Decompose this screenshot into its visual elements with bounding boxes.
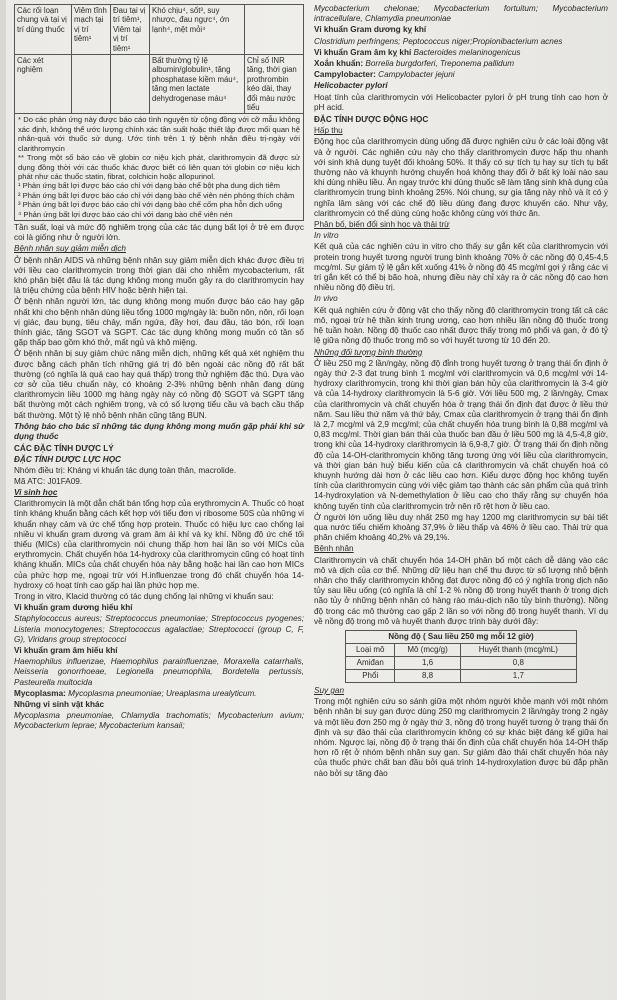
tissue-concentration-table [345,630,577,683]
paragraph: Hoạt tính của clarithromycin với Helicobacter pylori ở pH trung tính cao hơn ở pH acid. [314,92,608,112]
section-heading: Bệnh nhân suy giảm miễn dịch [14,244,126,254]
table-cell: Phổi [346,669,395,682]
organism-line [314,59,608,69]
section-heading: Vi khuẩn gram âm hiếu khí [14,646,118,656]
table-cell: Khó chịu⁴, sốt³, suy nhược, đau ngực⁴, ớn lạnh⁴, mệt mỏi⁴ [150,5,245,55]
table-cell: Các rối loạn chung và tại vị trí dùng thuốc [15,5,72,55]
section-heading: Vi khuẩn gram dương hiếu khí [14,603,133,613]
adverse-effects-table [14,4,304,114]
organism-line [314,48,608,58]
table-title: Nồng độ ( Sau liều 250 mg mỗi 12 giờ) [346,630,577,643]
section-heading: ĐẶC TÍNH DƯỢC LỰC HỌC [14,455,121,465]
paragraph: Trong một nghiên cứu so sánh giữa một nhóm người khỏe mạnh với một nhóm bệnh nhân bị suy gan được dùng 250 mg clarithromycin 2 lần/ngày trong 2 ngày và một liều đơn 250 mg ở ngày thứ 3, nồng độ trong huyết tương ở trạng thái ổn định và sự đào thải của clarithromycin không có sự khác biệt đáng kể giữa hai nhóm. Ngược lại, nồng độ ở trạng thái ổn định của chất chuyển hóa 14-OH thấp hơn rõ rệt ở nhóm bệnh nhân suy gan. Sự giảm đào thải chất chuyển hóa này của thuốc phức chất ban đầu bởi quá trình 14-hydroxylation được bù đắp phần nào bởi sự tăng đào [314,697,608,778]
table-cell: 1,7 [460,669,576,682]
left-column [14,4,304,733]
footnote: * Do các phản ứng này được báo cáo tình nguyện từ cộng đồng với cỡ mẫu không xác định, không thể ước lượng chính xác tần suất hoặc thiết lập được mối quan hệ nhân-quả với thuốc sử dụng. Ước tính trên 1 tỷ bệnh nhân điều trị-ngày với clarithromycin [18,115,300,153]
paragraph: Tần suất, loại và mức độ nghiêm trọng của các tác dụng bất lợi ở trẻ em được coi là giống như ở người lớn. [14,222,304,243]
table-cell: 0,8 [460,656,576,669]
table-row [346,669,577,682]
table-cell [245,5,304,55]
paragraph: Ở người lớn uống liều duy nhất 250 mg hay 1200 mg clarithromycin sự bài tiết qua nước tiểu chiếm khoảng 37,9% ở liều thấp và 46% ở liều cao. Thải trừ qua phân chiếm khoảng 40,2% và 29,1%. [314,512,608,543]
table-cell: 8,8 [395,669,460,682]
organism-line [314,70,608,80]
paragraph: Clarithromycin là một dẫn chất bán tổng hợp của erythromycin A. Thuốc có hoạt tính kháng khuẩn bằng cách kết hợp với tiểu đơn vị ribosome 50S của những vi khuẩn nhạy cảm và ức chế tổng hợp protein. Thuốc có hiệu lực cao chống lại nhiều vi khuẩn gram dương và gram âm ái khí và kỵ khí. Nồng độ ức chế tối thiểu (MICs) của clarithromycin nói chung thấp hơn hai lần so với MICs của erythromycin. Chất chuyển hóa 14-hydroxy của clarithromycin cũng có hoạt tính kháng khuẩn. MICs của chất chuyển hóa này bằng hoặc hai lần cao hơn MICs của phức hợp mẹ, ngoại trừ với H.influenzae trong đó chất chuyển hóa 14-hydroxy có hoạt tính cao gấp hai lần phức hợp mẹ. [14,499,304,590]
paragraph: Ở bệnh nhân bị suy giảm chức năng miễn dịch, những kết quả xét nghiệm thu được bằng cách phân tích những giá trị đó bên ngoài các nồng độ rất bất thường (có nghĩa là quá cao hay quá thấp) trong thử nghiệm đặc thù. Dựa vào cơ sở của tiêu chuẩn này, có khoảng 2-3% những bệnh nhân đang dùng clarithromycin liều 1000 mg hàng ngày này có nồng độ SGOT và SGPT tăng bất thường một cách nghiêm trọng, và có số lượng tiểu cầu và bạch cầu thấp bất thường. Một tỷ lệ nhỏ bệnh nhân cũng tăng BUN. [14,349,304,420]
label: Mycoplasma: [14,688,66,698]
table-footnotes [14,114,304,220]
paragraph: Ở liều 250 mg 2 lần/ngày, nồng độ đỉnh trong huyết tương ở trạng thái ổn định ở ngày thứ 2-3 đạt trung bình 1 mcg/ml với clarithromycin và 0,6 mcg/ml với 14-hydroxy clarithromycin, trong khi thời gian bán hủy của clarithromycin là 3-4 giờ và của 14-hydroxy clarithromycin là 5-6 giờ. Với liều 500 mg, 2 lần/ngày, Cmax của clarithromycin và chất chuyển hóa ở trạng thái ổn định đạt được ở liều thứ năm. Sau liều thứ năm và thứ bảy, Cmax của clarithromycin ở trạng thái ổn định là 2,7 mcg/ml và 2,9 mcg/ml; của chất chuyển hóa trung bình là 0,88 mcg/ml và 0,83 mcg/ml. Thời gian bán thải của thuốc ban đầu ở liều 500 mg là 4,5-4,8 giờ, trong khi của 14-hydroxy clarithromycin là 6,9-8,7 giờ. Ở trạng thái ổn định nồng độ của 14-OH-clarithromycin không tăng tương ứng với liều của clarithromycin, và thời gian bán huỷ biểu kiến của cả clarithromycin và chất chuyển hoá có khuynh hướng dài hơn ở các liều cao hơn. Kiểu dược động học không tuyến tính của clarithromycin cùng với việc giảm tạo thành các sản phẩm của quá trình 14-hydroxylation và N-demethylation ở liều cao cho thấy rằng sự chuyển hóa không tuyến tính của clarithromycin trở nên rõ rệt hơn ở liều cao. [314,358,608,511]
section-heading: In vivo [314,294,338,304]
paragraph: Kết quả của các nghiên cứu in vitro cho thấy sự gắn kết của clarithromycin với protein trong huyết tương người trung bình khoảng 70% ở các nồng độ 0,45-4,5 mcg/ml. Sự giảm tỷ lệ gắn kết xuống 41% ở nồng độ 45 mcg/ml gợi ý rằng các vị trí gắn kết có thể bị bão hoà, nhưng điều này chỉ xảy ra ở các nồng độ cao hơn nhiều nồng độ điều trị. [314,242,608,293]
paragraph: Ở bệnh nhân AIDS và những bệnh nhân suy giảm miễn dịch khác được điều trị với liều cao clarithromycin trong thời gian dài cho nhiễm mycobacterium, rất khó phân biệt đâu là tác dụng không mong muốn gây ra do clarithromycin hay là triệu chứng của bệnh HIV hoặc bệnh hiện tại. [14,255,304,296]
footnote: ¹ Phản ứng bất lợi được báo cáo chỉ với dạng bào chế bột pha dung dịch tiêm [18,181,280,191]
section-heading: Những vi sinh vật khác [14,700,105,710]
table-header-row [346,643,577,656]
table-row [15,55,304,114]
table-cell: Bất thường tỷ lệ albumin/globulin¹, tăng phosphatase kiềm máu⁴, tăng men lactate dehydrogenase máu⁴ [150,55,245,114]
column-header: Loại mô [346,643,395,656]
section-heading: Helicobacter pylori [314,81,388,91]
organism-list: Campylobacter jejuni [378,70,455,80]
label: Vi khuẩn Gram âm kỵ khí [314,47,412,57]
section-heading: ĐẶC TÍNH DƯỢC ĐỘNG HỌC [314,115,429,125]
column-header: Mô (mcg/g) [395,643,460,656]
table-cell: Viêm tĩnh mạch tại vị trí tiêm¹ [72,5,111,55]
page-edge [0,0,6,1000]
table-cell: Đau tại vị trí tiêm¹, Viêm tại vị trí tiêm¹ [111,5,150,55]
footnote: ³ Phản ứng bất lợi được báo cáo chỉ với dạng bào chế cốm pha hỗn dịch uống [18,200,283,210]
section-heading: Những đối tượng bình thường [314,347,423,357]
table-cell: Chỉ số INR tăng, thời gian prothrombin kéo dài, thay đổi màu nước tiểu [245,55,304,114]
table-row [15,5,304,55]
organism-list: Staphylococcus aureus; Streptococcus pneumoniae; Streptococcus pyogenes; Listeria monocytogenes; Streptococcus agalactiae; Streptococci (group C, F, G), Viridans group streptococci [14,614,304,644]
table-row [346,630,577,643]
section-heading: Suy gan [314,685,345,695]
column-header: Huyết thanh (mcg/mL) [460,643,576,656]
organism-list: Mycoplasma pneumoniae; Ureaplasma urealyticum. [68,688,257,698]
footnote: ** Trong một số báo cáo về globin cơ niệu kịch phát, clarithromycin đã được sử dụng đồng thời với các thuốc khác được biết có liên quan tới globin cơ niệu kịch phát như các thuốc statin, fibrat, colchicin hoặc allopurinol. [18,153,300,181]
section-heading: CÁC ĐẶC TÍNH DƯỢC LÝ [14,444,114,454]
section-heading: Vi khuẩn Gram dương kỵ khí [314,25,427,35]
paragraph: Trong in vitro, Klacid thường có tác dụng chống lại những vi khuẩn sau: [14,592,274,602]
paragraph: Ở bệnh nhân người lớn, tác dụng không mong muốn được báo cáo hay gặp nhất khi cho bệnh nhân dùng liều tổng 1000 mg/ngày là: buồn nôn, nôn, rối loạn vị giác, đau bụng, tiêu chảy, mẩn ngứa, đầy hơi, đau đầu, táo bón, rối loạn thính giác, tăng SGOT và SGPT. Các tác dụng không mong muốn có tần số gặp thấp bao gồm khó thở, mất ngủ và khô miệng. [14,297,304,348]
paragraph: Mã ATC: J01FA09. [14,476,83,486]
section-heading: Phân bố, biến đổi sinh học và thải trừ [314,220,450,230]
section-heading: Bệnh nhân [314,544,354,554]
table-cell: Các xét nghiệm [15,55,72,114]
table-cell: Amiđan [346,656,395,669]
section-heading: In vitro [314,231,339,241]
table-cell: 1,6 [395,656,460,669]
paragraph: Clarithromycin và chất chuyển hóa 14-OH phân bố một cách dễ dàng vào các mô và dịch của cơ thể. Những dữ liệu hạn chế thu được từ số lượng nhỏ bệnh nhân cho thấy clarithromycin không đạt được nồng độ có ý nghĩa trong dịch não tủy sau liều uống (có nghĩa là chỉ 1-2 % nồng độ trong huyết thanh ở trong dịch não tủy ở những bệnh nhân có hàng rào máu-dịch não tủy bình thường). Nồng độ trong các mô thường cao gấp 2 lần so với nồng độ trong huyết thanh. Ví dụ về nồng độ trong mô và huyết thanh được trình bày dưới đây: [314,555,608,626]
footnote: ² Phản ứng bất lợi được báo cáo chỉ với dạng bào chế viên nén phóng thích chậm [18,190,295,200]
organism-list: Clostridium perfringens; Peptococcus niger;Propionibacterium acnes [314,36,563,46]
table-cell [72,55,111,114]
paragraph: Kết quả nghiên cứu ở động vật cho thấy nồng độ clarithromycin trong tất cả các mô, ngoại trừ hệ thần kinh trung ương, cao hơn nhiều lần nồng độ thuốc trong hệ tuần hoàn. Nồng độ thuốc cao nhất được thấy trong mô phổi và gan, ở đó tỷ lệ giữa nồng độ thuốc trong mô so với huyết tương từ 10 đến 20. [314,305,608,346]
organism-line [14,689,304,699]
organism-list: Mycoplasma pneumoniae, Chlamydia trachomatis; Mycobacterium avium; Mycobacterium leprae; Mycobacterium kansaii; [14,711,304,731]
organism-list: Mycobacterium chelonae; Mycobacterium fortuitum; Mycobacterium intracellulare, Chlamydia pneumoniae [314,4,608,24]
label: Xoắn khuẩn: [314,59,364,69]
organism-list: Bacteroides melaninogenicus [413,47,521,57]
table-cell [111,55,150,114]
label: Campylobacter: [314,70,376,80]
section-heading: Hấp thu [314,126,343,136]
report-notice: Thông báo cho bác sĩ những tác dụng không mong muốn gặp phải khi sử dụng thuốc [14,421,304,441]
footnote: ⁴ Phản ứng bất lợi được báo cáo chỉ với dạng bào chế viên nén [18,209,233,219]
section-heading: Vi sinh học [14,488,58,498]
paragraph: Động học của clarithromycin dùng uống đã được nghiên cứu ở các loài động vật và ở người. Các nghiên cứu này cho thấy clarithromycin được hấp thu nhanh với sinh khả dụng tuyệt đối khoảng 50%. It thấy có sự tích tụ hay sự tích tụ bất thường nào và khuynh hướng chuyển hoá không thay đổi ở bất kỳ loài nào sau khi dùng nhiều liều. Ăn ngay trước khi dùng thuốc sẽ làm tăng sinh khả dụng của clarithromycin trung bình khoảng 25%. Nói chung, sự gia tăng này nhỏ và ít có ý nghĩa lâm sàng với các chế độ liều dùng đang được khuyến cáo. Như vậy, clarithromycin có thể dùng cùng hoặc không cùng với thức ăn. [314,137,608,218]
paragraph: Nhóm điều trị: Kháng vi khuẩn tác dụng toàn thân, macrolide. [14,465,237,475]
right-column [314,4,608,780]
organism-list: Borrelia burgdorferi, Treponema pallidum [365,59,515,69]
organism-list: Haemophilus influenzae, Haemophilus parainfluenzae, Moraxella catarrhalis, Neisseria gonorrhoeae, Legionella pneumophila, Bordetella pertussis, Pasteurella multocida [14,657,304,687]
table-row [346,656,577,669]
